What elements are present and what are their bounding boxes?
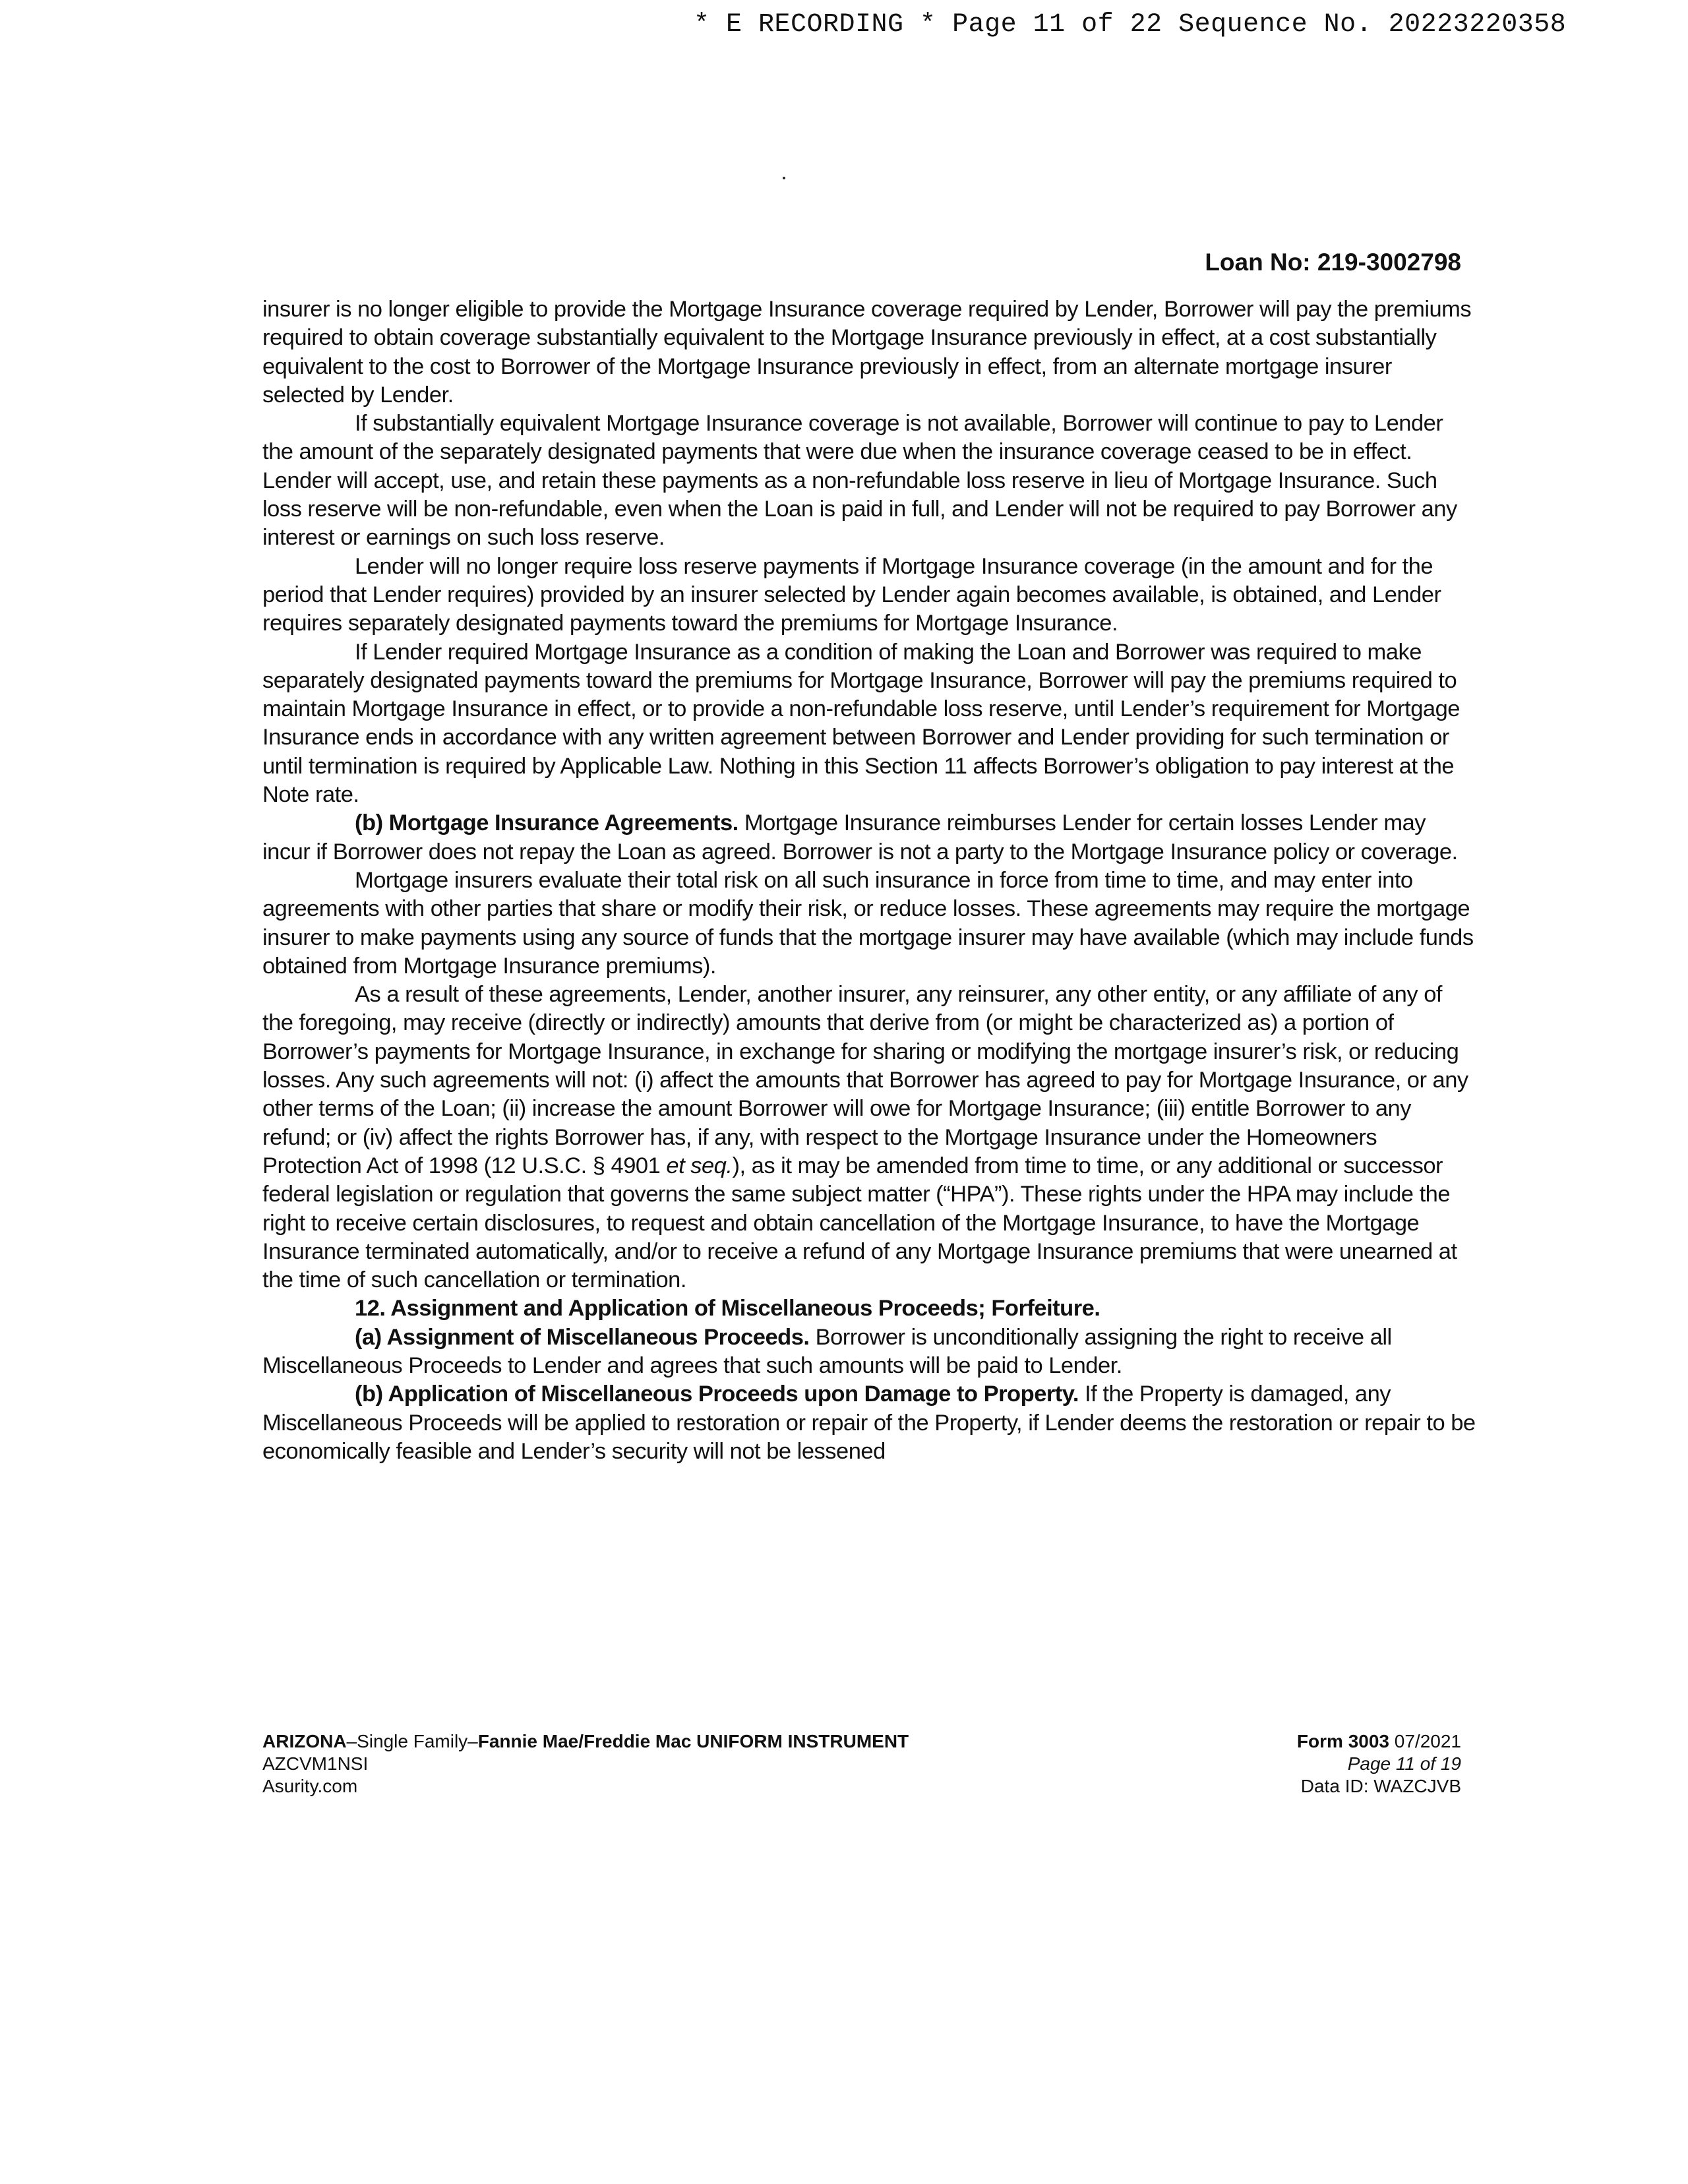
footer-form: Form 3003 bbox=[1296, 1731, 1389, 1751]
text-result-b: ), as it may be amended from time to time, or any additional or successor federal legislation or regulation that governs the same subject matter (“HPA”). These rights under the HPA may include the right to receive certain disclosures, to request and obtain cancellation of the Mortgage Insurance, to have the Mortgage Insurance terminated automatically, and/or to receive a refund of any Mortgage Insurance premiums that were unearned at the time of such cancellation or termination. bbox=[262, 1153, 1457, 1293]
footer-instrument-line bbox=[262, 1730, 1054, 1753]
footer-fannie: Fannie Mae/Freddie Mac UNIFORM INSTRUMENT bbox=[477, 1731, 909, 1751]
text-mi-agreements: Mortgage Insurance reimburses Lender for certain losses Lender may incur if Borrower does not repay the Loan as agreed. Borrower is not a party to the Mortgage Insurance policy or coverage. bbox=[262, 810, 1458, 864]
paragraph-assignment bbox=[262, 1323, 1476, 1381]
heading-application-damage: (b) Application of Miscellaneous Proceeds upon Damage to Property. bbox=[355, 1381, 1079, 1407]
footer-form-date: 07/2021 bbox=[1389, 1731, 1461, 1751]
footer-data-id: Data ID: WAZCJVB bbox=[1300, 1776, 1461, 1796]
loan-number: Loan No: 219-3002798 bbox=[1205, 249, 1461, 276]
paragraph-continuation: insurer is no longer eligible to provide the Mortgage Insurance coverage required by Lender, Borrower will pay the premiums required to obtain coverage substantially equivalent to the Mortgage Insurance previously in effect, at a cost substantially equivalent to the cost to Borrower of the Mortgage Insurance previously in effect, from an alternate mortgage insurer selected by Lender. bbox=[262, 297, 1472, 408]
paragraph-mortgage-insurers: Mortgage insurers evaluate their total risk on all such insurance in force from time to time, and may enter into agreements with other parties that share or modify their risk, or reduce losses. These agreements may require the mortgage insurer to make payments using any source of funds that the mortgage insurer may have available (which may include funds obtained from Mortgage Insurance premiums). bbox=[262, 867, 1474, 979]
text-result-a: As a result of these agreements, Lender, another insurer, any reinsurer, any other entity, or any affiliate of any of the foregoing, may receive (directly or indirectly) amounts that derive from (or might be characterized as) a portion of Borrower’s payments for Mortgage Insurance, in exchange for sharing or modifying the mortgage insurer’s risk, or reducing losses. Any such agreements will not: (i) affect the amounts that Borrower has agreed to pay for Mortgage Insurance, or any other terms of the Loan; (ii) increase the amount Borrower will owe for Mortgage Insurance; (iii) entitle Borrower to any refund; or (iv) affect the rights Borrower has, if any, with respect to the Mortgage Insurance under the Homeowners Protection Act of 1998 (12 U.S.C. § 4901 bbox=[262, 982, 1468, 1178]
text-application-damage: If the Property is damaged, any Miscellaneous Proceeds will be applied to restoration or repair of the Property, if Lender deems the restoration or repair to be economically feasible and Lender’s security will not be lessened bbox=[262, 1381, 1476, 1464]
paragraph-application-damage bbox=[262, 1380, 1476, 1466]
footer-site: Asurity.com bbox=[262, 1776, 358, 1796]
recording-stamp: * E RECORDING * Page 11 of 22 Sequence No. 20223220358 bbox=[694, 10, 1567, 40]
footer-page-number: Page 11 of 19 bbox=[1347, 1753, 1461, 1774]
document-body bbox=[262, 295, 1476, 1466]
paragraph-loss-reserve: If substantially equivalent Mortgage Insurance coverage is not available, Borrower will continue to pay to Lender the amount of the separately designated payments that were due when the insurance coverage ceased to be in effect. Lender will accept, use, and retain these payments as a non-refundable loss reserve in lieu of Mortgage Insurance. Such loss reserve will be non-refundable, even when the Loan is paid in full, and Lender will not be required to pay Borrower any interest or earnings on such loss reserve. bbox=[262, 411, 1457, 551]
footer-instrument: –Single Family– bbox=[346, 1731, 478, 1751]
scan-speck bbox=[783, 177, 785, 179]
footer-code: AZCVM1NSI bbox=[262, 1753, 369, 1774]
paragraph-no-longer-require: Lender will no longer require loss reserve payments if Mortgage Insurance coverage (in the amount and for the period that Lender requires) provided by an insurer selected by Lender again becomes available, is obtained, and Lender requires separately designated payments toward the premiums for Mortgage Insurance. bbox=[262, 553, 1441, 636]
paragraph-lender-required: If Lender required Mortgage Insurance as a condition of making the Loan and Borrower was required to make separately designated payments toward the premiums for Mortgage Insurance, Borrower will pay the premiums required to maintain Mortgage Insurance in effect, or to provide a non-refundable loss reserve, until Lender’s requirement for Mortgage Insurance ends in accordance with any written agreement between Borrower and Lender providing for such termination or until termination is required by Applicable Law. Nothing in this Section 11 affects Borrower’s obligation to pay interest at the Note rate. bbox=[262, 639, 1460, 808]
footer-form-line bbox=[1197, 1730, 1461, 1753]
heading-assignment: (a) Assignment of Miscellaneous Proceeds. bbox=[355, 1324, 810, 1350]
paragraph-result-of-agreements bbox=[262, 981, 1476, 1294]
text-assignment: Borrower is unconditionally assigning the right to receive all Miscellaneous Proceeds to Lender and agrees that such amounts will be paid to Lender. bbox=[262, 1324, 1392, 1378]
footer-right bbox=[1197, 1730, 1461, 1798]
section-12-heading bbox=[262, 1294, 1476, 1323]
text-et-seq: et seq. bbox=[666, 1153, 733, 1178]
heading-mi-agreements: (b) Mortgage Insurance Agreements. bbox=[355, 810, 738, 836]
footer-state: ARIZONA bbox=[262, 1731, 347, 1751]
heading-section-12: 12. Assignment and Application of Miscellaneous Proceeds; Forfeiture. bbox=[355, 1296, 1100, 1321]
paragraph-mi-agreements bbox=[262, 809, 1476, 866]
footer-left bbox=[262, 1730, 1054, 1798]
